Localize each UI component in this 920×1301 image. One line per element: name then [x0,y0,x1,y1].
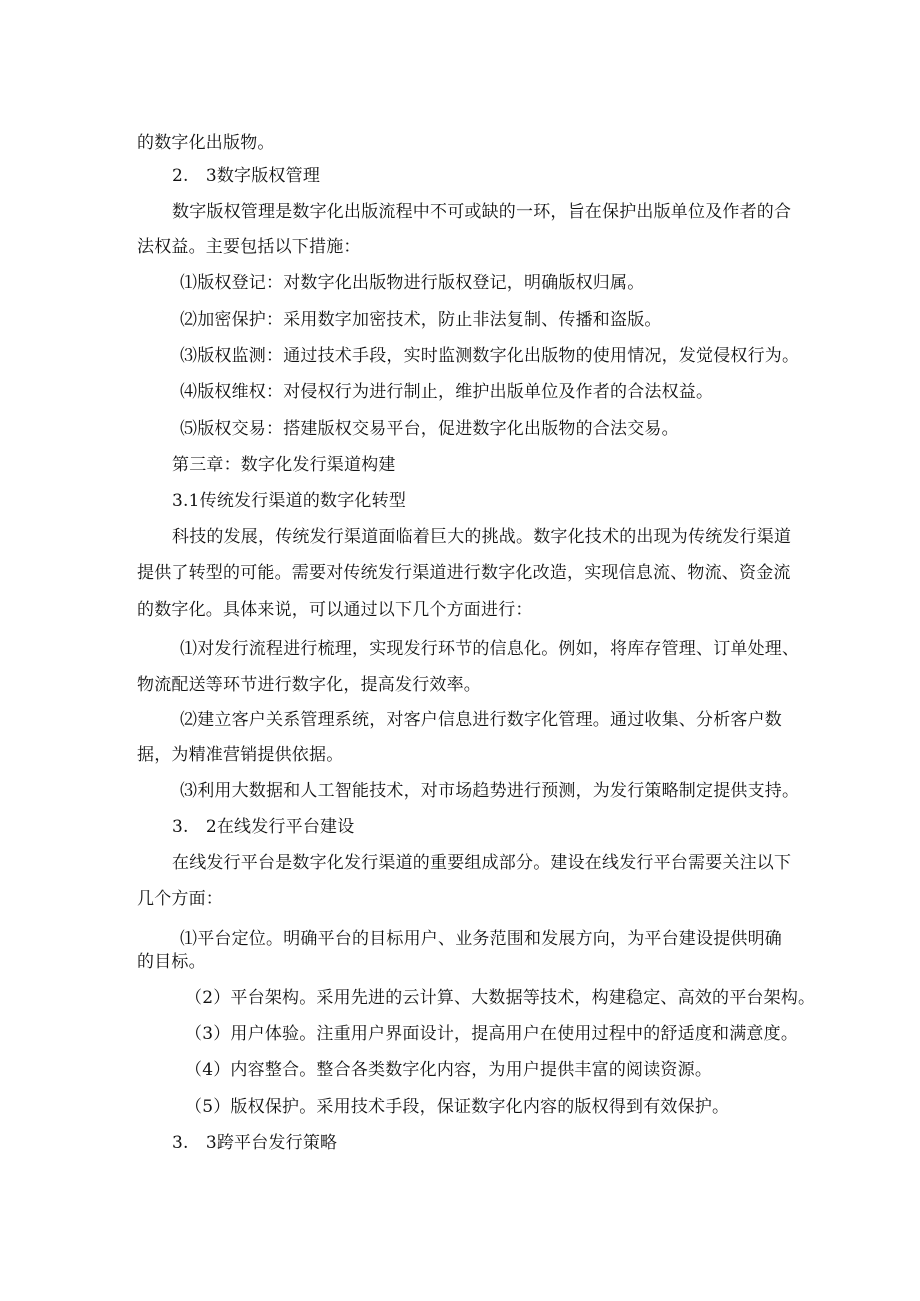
list-item: ⑴平台定位。明确平台的目标用户、业务范围和发展方向，为平台建设提供明确 [180,929,782,949]
text-line: 据，为精准营销提供依据。 [137,745,344,765]
text-line: 几个方面： [137,889,223,909]
list-item: （4）内容整合。整合各类数字化内容，为用户提供丰富的阅读资源。 [185,1060,713,1080]
list-item: ⑵建立客户关系管理系统，对客户信息进行数字化管理。通过收集、分析客户数 [180,710,782,730]
text-line: 的数字化。具体来说，可以通过以下几个方面进行： [137,600,533,620]
list-item: （2）平台架构。采用先进的云计算、大数据等技术，构建稳定、高效的平台架构。 [185,988,816,1008]
list-item: ⑶版权监测：通过技术手段，实时监测数字化出版物的使用情况，发觉侵权行为。 [180,346,800,366]
text-line: 法权益。主要包括以下措施： [137,237,361,257]
section-heading: 3. 3跨平台发行策略 [172,1133,338,1153]
list-item: ⑵加密保护：采用数字加密技术，防止非法复制、传播和盗版。 [180,310,662,330]
text-line: 的数字化出版物。 [137,133,275,153]
list-item: ⑸版权交易：搭建版权交易平台，促进数字化出版物的合法交易。 [180,419,679,439]
list-item: （5）版权保护。采用技术手段，保证数字化内容的版权得到有效保护。 [185,1097,730,1117]
text-line: 科技的发展，传统发行渠道面临着巨大的挑战。数字化技术的出现为传统发行渠道 [172,527,792,547]
section-heading: 2. 3数字版权管理 [172,166,321,186]
list-item: ⑷版权维权：对侵权行为进行制止，维护出版单位及作者的合法权益。 [180,382,714,402]
text-line: 数字版权管理是数字化出版流程中不可或缺的一环，旨在保护出版单位及作者的合 [172,202,792,222]
list-item: （3）用户体验。注重用户界面设计，提高用户在使用过程中的舒适度和满意度。 [185,1024,799,1044]
chapter-heading: 第三章：数字化发行渠道构建 [172,455,396,475]
text-line: 在线发行平台是数字化发行渠道的重要组成部分。建设在线发行平台需要关注以下 [172,853,792,873]
text-line: 提供了转型的可能。需要对传统发行渠道进行数字化改造，实现信息流、物流、资金流 [137,563,791,583]
list-item: ⑶利用大数据和人工智能技术，对市场趋势进行预测，为发行策略制定提供支持。 [180,781,800,801]
list-item: ⑴版权登记：对数字化出版物进行版权登记，明确版权归属。 [180,273,645,293]
text-line: 的目标。 [137,952,206,972]
section-heading: 3. 2在线发行平台建设 [172,817,355,837]
text-line: 物流配送等环节进行数字化，提高发行效率。 [137,675,481,695]
section-heading: 3.1传统发行渠道的数字化转型 [172,491,407,511]
list-item: ⑴对发行流程进行梳理，实现发行环节的信息化。例如，将库存管理、订单处理、 [180,639,800,659]
